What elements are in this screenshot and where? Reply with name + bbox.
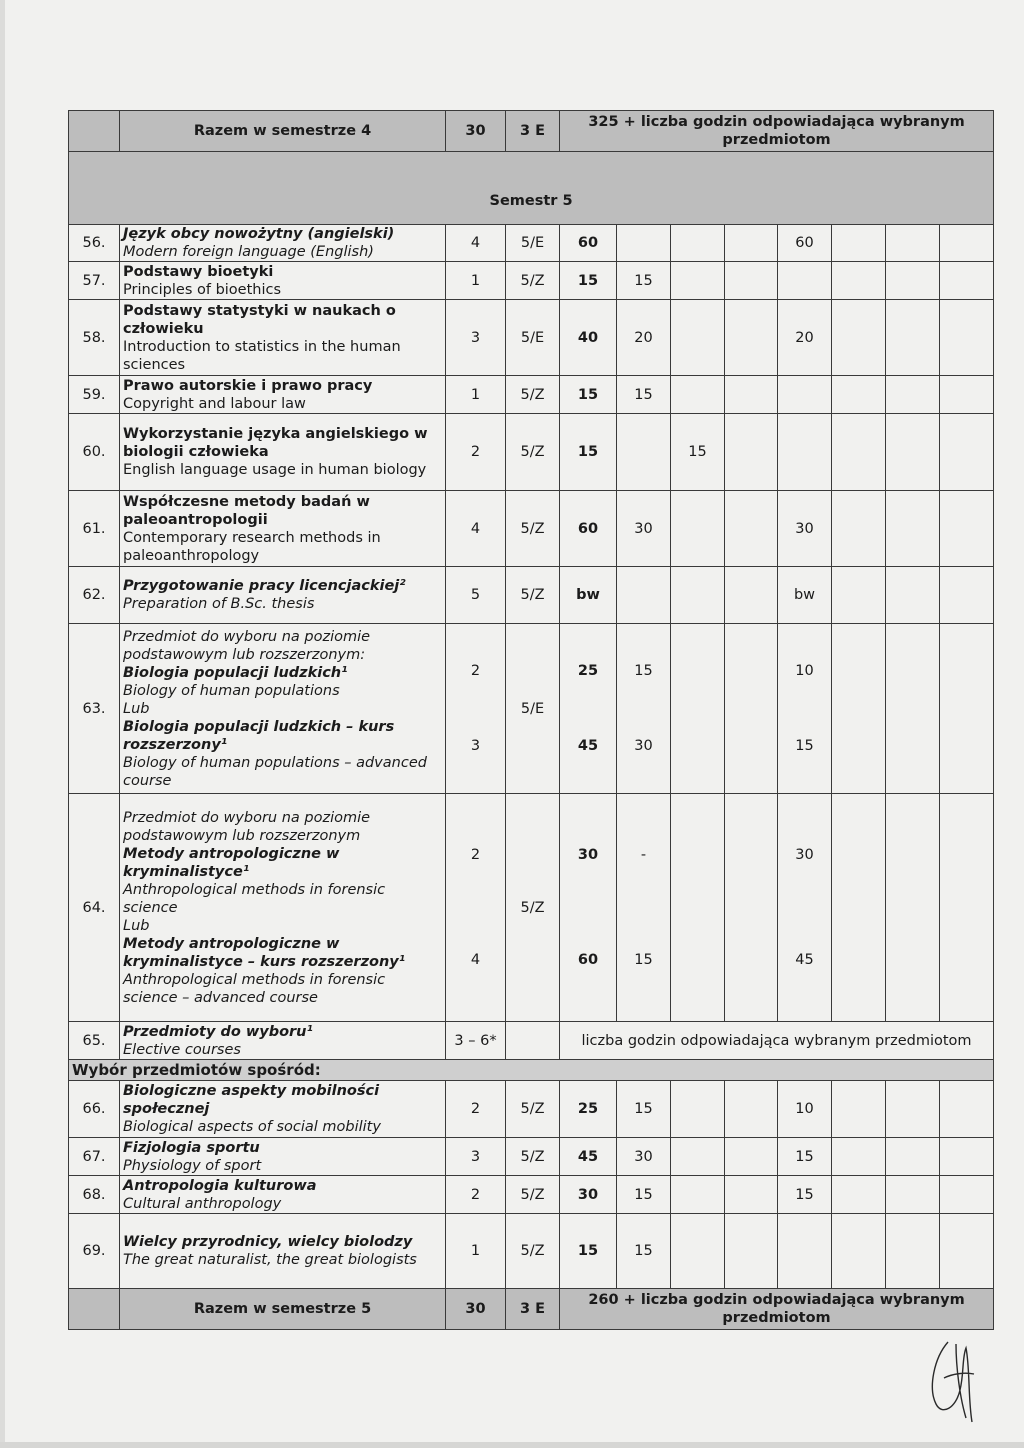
course-name-pl: Podstawy statystyki w naukach o człowieku: [123, 302, 396, 337]
summary-exams: 3 E: [506, 111, 560, 152]
hours-cell: [617, 794, 671, 1022]
hours-cell: [671, 567, 725, 624]
course-name: [120, 1138, 446, 1176]
option-a-c1: -: [640, 847, 647, 863]
hours-cell: [940, 1081, 994, 1138]
total-hours-cell: bw: [560, 567, 617, 624]
hours-cell: 15: [617, 1081, 671, 1138]
course-number: 58.: [69, 300, 120, 376]
hours-cell: [886, 491, 940, 567]
hours-cell: [940, 262, 994, 300]
hours-cell: [940, 491, 994, 567]
hours-cell: [886, 414, 940, 491]
hours-cell: [725, 794, 778, 1022]
form-cell: 5/Z: [506, 1081, 560, 1138]
form-cell: 5/Z: [506, 794, 560, 1022]
hours-cell: bw: [778, 567, 832, 624]
ects-cell: 3: [446, 1138, 506, 1176]
form-cell: 5/Z: [506, 1138, 560, 1176]
hours-cell: [886, 300, 940, 376]
hours-cell: [725, 300, 778, 376]
option-b-pl: Biologia populacji ludzkich – kurs rozszerzony¹: [123, 718, 395, 753]
course-number: 66.: [69, 1081, 120, 1138]
hours-cell: [940, 225, 994, 262]
hours-cell: [725, 1138, 778, 1176]
option-a-c1: 15: [634, 663, 653, 679]
option-b-en: Biology of human populations – advanced course: [123, 754, 427, 789]
ects-cell: [446, 624, 506, 794]
option-a-en: Biology of human populations: [123, 682, 340, 699]
total-hours-cell: 40: [560, 300, 617, 376]
course-name-en: Contemporary research methods in paleoanthropology: [123, 529, 381, 564]
option-a-c3: 10: [795, 663, 814, 679]
course-row: [69, 262, 994, 300]
hours-cell: [778, 376, 832, 414]
hours-cell: [617, 567, 671, 624]
hours-cell: [832, 1176, 886, 1214]
hours-cell: [671, 1176, 725, 1214]
total-hours-cell: 15: [560, 262, 617, 300]
course-name: [120, 225, 446, 262]
or-label: Lub: [123, 917, 150, 934]
scan-edge-bottom: [0, 1442, 1024, 1448]
course-name: [120, 300, 446, 376]
or-label: Lub: [123, 700, 150, 717]
total-hours-cell: 45: [560, 1138, 617, 1176]
hours-cell: [778, 624, 832, 794]
option-b-c3: 45: [795, 952, 814, 968]
option-a-ects: 2: [470, 663, 481, 679]
course-name: [120, 262, 446, 300]
total-hours-cell: 60: [560, 225, 617, 262]
hours-cell: [940, 414, 994, 491]
course-row-choice: [69, 794, 994, 1022]
hours-cell: [617, 414, 671, 491]
form-cell: [506, 1022, 560, 1060]
option-b-ects: 3: [470, 738, 481, 754]
course-name: [120, 1176, 446, 1214]
summary-ects: 30: [446, 1289, 506, 1330]
choice-header-row: [69, 1060, 994, 1081]
hours-cell: 15: [617, 376, 671, 414]
scan-edge-left: [0, 0, 5, 1448]
course-name-pl: Przedmioty do wyboru¹: [123, 1023, 313, 1040]
hours-cell: [886, 376, 940, 414]
hours-cell: [940, 1176, 994, 1214]
hours-cell: [940, 1138, 994, 1176]
option-b-total: 45: [577, 738, 599, 754]
hours-cell: [886, 1176, 940, 1214]
hours-cell: 30: [617, 1138, 671, 1176]
hours-cell: [671, 794, 725, 1022]
hours-cell: [725, 1081, 778, 1138]
course-name-en: Biological aspects of social mobility: [123, 1119, 381, 1135]
elective-row: [69, 1081, 994, 1138]
course-name: [120, 1022, 446, 1060]
hours-cell: [725, 414, 778, 491]
option-a-total: 25: [577, 663, 599, 679]
ects-cell: 3: [446, 300, 506, 376]
course-row: [69, 225, 994, 262]
hours-cell: 15: [617, 262, 671, 300]
option-b-pl: Metody antropologiczne w kryminalistyce – kurs rozszerzony¹: [123, 935, 406, 970]
hours-cell: [886, 1214, 940, 1289]
hours-cell: [832, 1138, 886, 1176]
course-name: [120, 491, 446, 567]
course-number: 62.: [69, 567, 120, 624]
summary-hours: 325 + liczba godzin odpowiadająca wybranym przedmiotom: [560, 111, 994, 152]
summary-label: Razem w semestrze 4: [120, 111, 446, 152]
hours-cell: [725, 1214, 778, 1289]
total-hours-cell: 15: [560, 414, 617, 491]
hours-cell: [671, 624, 725, 794]
hours-cell: [832, 491, 886, 567]
ects-cell: 4: [446, 491, 506, 567]
hours-cell: [671, 376, 725, 414]
option-a-c3: 30: [795, 847, 814, 863]
semester-header-row: [69, 152, 994, 225]
hours-cell: [886, 1138, 940, 1176]
hours-cell: 15: [778, 1176, 832, 1214]
hours-cell: [671, 1081, 725, 1138]
choice-header: Wybór przedmiotów spośród:: [69, 1060, 994, 1081]
hours-cell: [886, 225, 940, 262]
course-name-en: Principles of bioethics: [123, 281, 282, 298]
hours-cell: [725, 225, 778, 262]
hours-cell: [778, 262, 832, 300]
total-hours-cell: [560, 624, 617, 794]
hours-cell: 15: [617, 1176, 671, 1214]
course-number: 67.: [69, 1138, 120, 1176]
form-cell: 5/E: [506, 225, 560, 262]
course-number: 68.: [69, 1176, 120, 1214]
elective-row: [69, 1176, 994, 1214]
course-name: [120, 624, 446, 794]
hours-cell: 20: [778, 300, 832, 376]
course-row: [69, 567, 994, 624]
course-row: [69, 300, 994, 376]
form-cell: 5/Z: [506, 376, 560, 414]
ects-cell: 2: [446, 414, 506, 491]
hours-cell: 15: [617, 1214, 671, 1289]
hours-cell: [778, 794, 832, 1022]
summary-ects: 30: [446, 111, 506, 152]
course-number: 59.: [69, 376, 120, 414]
form-cell: 5/Z: [506, 567, 560, 624]
form-cell: 5/Z: [506, 262, 560, 300]
course-name-en: Modern foreign language (English): [123, 244, 374, 260]
hours-cell: [886, 567, 940, 624]
hours-cell: [832, 300, 886, 376]
hours-cell: [725, 262, 778, 300]
summary-label: Razem w semestrze 5: [120, 1289, 446, 1330]
course-name: [120, 567, 446, 624]
ects-cell: 1: [446, 1214, 506, 1289]
option-b-c1: 30: [634, 738, 653, 754]
form-cell: 5/Z: [506, 1214, 560, 1289]
choice-intro: Przedmiot do wyboru na poziomie podstawowym lub rozszerzonym: [123, 809, 371, 844]
option-a-pl: Metody antropologiczne w kryminalistyce¹: [123, 845, 340, 880]
course-name-en: Physiology of sport: [123, 1157, 262, 1174]
hours-cell: [832, 1081, 886, 1138]
hours-cell: [725, 376, 778, 414]
elective-courses-row: [69, 1022, 994, 1060]
hours-cell: [671, 225, 725, 262]
option-a-en: Anthropological methods in forensic science: [123, 881, 386, 916]
course-number: 61.: [69, 491, 120, 567]
hours-cell: 20: [617, 300, 671, 376]
semester-title: Semestr 5: [69, 152, 994, 225]
handwritten-signature: [926, 1338, 982, 1424]
hours-cell: [940, 1214, 994, 1289]
hours-cell: [832, 225, 886, 262]
option-b-en: Anthropological methods in forensic science – advanced course: [123, 971, 386, 1006]
hours-cell: [940, 567, 994, 624]
total-hours-cell: 15: [560, 1214, 617, 1289]
course-name-en: Introduction to statistics in the human sciences: [123, 338, 401, 373]
course-name-pl: Przygotowanie pracy licencjackiej²: [123, 578, 406, 594]
option-b-c1: 15: [634, 952, 653, 968]
ects-cell: 3 – 6*: [446, 1022, 506, 1060]
hours-cell: [778, 414, 832, 491]
curriculum-table: [68, 110, 994, 1330]
course-name-en: Copyright and labour law: [123, 395, 306, 412]
elective-row: [69, 1138, 994, 1176]
form-cell: 5/E: [506, 300, 560, 376]
ects-cell: 4: [446, 225, 506, 262]
course-name: [120, 414, 446, 491]
course-row: [69, 376, 994, 414]
course-name-pl: Wykorzystanie języka angielskiego w biologii człowieka: [123, 426, 428, 460]
hours-cell: [671, 491, 725, 567]
hours-cell: [725, 1176, 778, 1214]
summary-hours: 260 + liczba godzin odpowiadająca wybranym przedmiotom: [560, 1289, 994, 1330]
ects-cell: [446, 794, 506, 1022]
course-name-pl: Fizjologia sportu: [123, 1139, 260, 1156]
hours-cell: [886, 262, 940, 300]
hours-cell: [832, 414, 886, 491]
course-row: [69, 414, 994, 491]
hours-cell: 10: [778, 1081, 832, 1138]
ects-cell: 1: [446, 376, 506, 414]
course-row-choice: [69, 624, 994, 794]
hours-cell: [886, 794, 940, 1022]
hours-cell: [778, 1214, 832, 1289]
choice-intro: Przedmiot do wyboru na poziomie podstawowym lub rozszerzonym:: [123, 628, 371, 663]
hours-cell: [725, 491, 778, 567]
hours-cell: [671, 262, 725, 300]
ects-cell: 1: [446, 262, 506, 300]
hours-cell: 60: [778, 225, 832, 262]
form-cell: 5/E: [506, 624, 560, 794]
course-name-en: English language usage in human biology: [123, 462, 427, 478]
course-name-pl: Podstawy bioetyki: [123, 263, 274, 280]
summary-exams: 3 E: [506, 1289, 560, 1330]
ects-cell: 2: [446, 1176, 506, 1214]
hours-cell: [832, 567, 886, 624]
ects-cell: 2: [446, 1081, 506, 1138]
course-name: [120, 376, 446, 414]
hours-cell: [725, 624, 778, 794]
hours-cell: 15: [778, 1138, 832, 1176]
form-cell: 5/Z: [506, 1176, 560, 1214]
course-name-en: Elective courses: [123, 1041, 241, 1058]
ects-cell: 5: [446, 567, 506, 624]
course-number: 60.: [69, 414, 120, 491]
hours-cell: [832, 262, 886, 300]
course-name: [120, 794, 446, 1022]
total-hours-cell: 15: [560, 376, 617, 414]
hours-cell: [617, 624, 671, 794]
hours-cell: [940, 624, 994, 794]
course-name-pl: Biologiczne aspekty mobilności społecznej: [123, 1083, 380, 1117]
hours-cell: [617, 225, 671, 262]
option-a-ects: 2: [470, 847, 481, 863]
course-name-pl: Wielcy przyrodnicy, wielcy biolodzy: [123, 1234, 413, 1250]
option-b-ects: 4: [470, 952, 481, 968]
total-hours-cell: [560, 794, 617, 1022]
hours-cell: [671, 300, 725, 376]
option-a-total: 30: [577, 847, 599, 863]
hours-cell: [725, 567, 778, 624]
hours-cell: [832, 794, 886, 1022]
hours-cell: [671, 1138, 725, 1176]
hours-cell: 30: [778, 491, 832, 567]
course-name-pl: Język obcy nowożytny (angielski): [123, 226, 395, 242]
option-b-total: 60: [577, 952, 599, 968]
course-number: 63.: [69, 624, 120, 794]
hours-cell: [940, 376, 994, 414]
total-hours-cell: 60: [560, 491, 617, 567]
course-row: [69, 491, 994, 567]
course-name-pl: Prawo autorskie i prawo pracy: [123, 377, 373, 394]
form-cell: 5/Z: [506, 414, 560, 491]
hours-cell: [832, 1214, 886, 1289]
semester-4-summary-row: [69, 111, 994, 152]
total-hours-cell: 30: [560, 1176, 617, 1214]
hours-cell: 30: [617, 491, 671, 567]
form-cell: 5/Z: [506, 491, 560, 567]
course-name: [120, 1081, 446, 1138]
course-name-en: Cultural anthropology: [123, 1195, 282, 1212]
course-number: 64.: [69, 794, 120, 1022]
elective-row: [69, 1214, 994, 1289]
course-number: 56.: [69, 225, 120, 262]
hours-cell: [940, 300, 994, 376]
option-a-pl: Biologia populacji ludzkich¹: [123, 664, 348, 681]
course-name-en: Preparation of B.Sc. thesis: [123, 596, 315, 612]
elective-hours-note: liczba godzin odpowiadająca wybranym przedmiotom: [560, 1022, 994, 1060]
hours-cell: 15: [671, 414, 725, 491]
course-number: 57.: [69, 262, 120, 300]
semester-5-summary-row: [69, 1289, 994, 1330]
course-name-pl: Antropologia kulturowa: [123, 1177, 317, 1194]
hours-cell: [832, 376, 886, 414]
hours-cell: [832, 624, 886, 794]
hours-cell: [886, 1081, 940, 1138]
total-hours-cell: 25: [560, 1081, 617, 1138]
hours-cell: [940, 794, 994, 1022]
course-name: [120, 1214, 446, 1289]
course-number: 69.: [69, 1214, 120, 1289]
hours-cell: [671, 1214, 725, 1289]
option-b-c3: 15: [795, 738, 814, 754]
hours-cell: [886, 624, 940, 794]
course-number: 65.: [69, 1022, 120, 1060]
course-name-pl: Współczesne metody badań w paleoantropologii: [123, 493, 370, 528]
course-name-en: The great naturalist, the great biologists: [123, 1252, 417, 1268]
